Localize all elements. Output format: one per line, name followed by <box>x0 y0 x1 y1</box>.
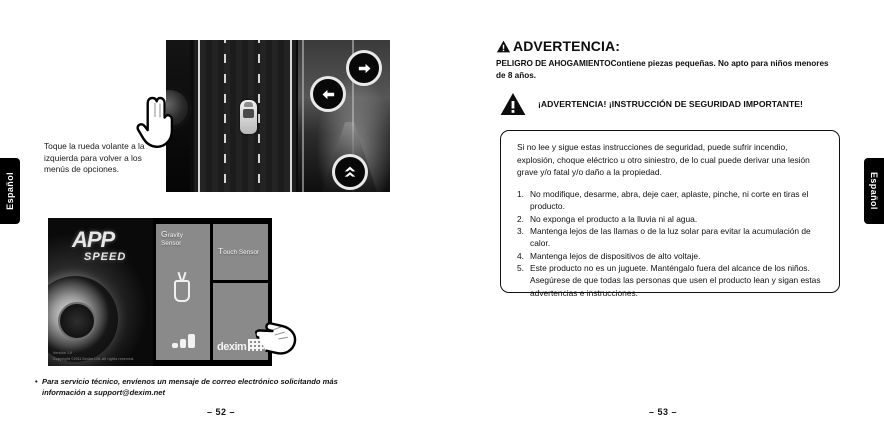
player-car-icon <box>240 100 257 134</box>
gravity-label-cap: G <box>161 229 168 239</box>
safety-instructions-box <box>500 130 840 298</box>
safety-list-item <box>517 250 825 262</box>
app-version-line: Version 1.0 <box>53 351 72 356</box>
touch-sensor-tile[interactable] <box>213 224 268 280</box>
safety-list-item <box>517 225 825 250</box>
touch-sensor-label <box>218 246 259 257</box>
warning-banner-text: ¡ADVERTENCIA! ¡INSTRUCCIÓN DE SEGURIDAD IMPORTANTE! <box>538 99 803 109</box>
warning-triangle-icon <box>496 40 511 53</box>
gravity-sensor-label <box>161 229 183 248</box>
safety-item-text: No exponga el producto a la lluvia ni al agua. <box>530 213 698 224</box>
safety-item-number: 1. <box>517 188 524 199</box>
safety-item-number: 4. <box>517 250 524 261</box>
safety-instructions-list <box>517 188 825 299</box>
instruction-caption: Toque la rueda volante a la izquierda para volver a los menús de opciones. <box>44 141 145 175</box>
dexim-brand-label: dexim <box>217 341 247 353</box>
app-version-info <box>53 351 134 362</box>
lane-marking <box>224 40 226 192</box>
car-wheel-image <box>48 276 118 362</box>
turn-right-button[interactable] <box>346 50 382 86</box>
safety-list-item <box>517 188 825 213</box>
warning-title: ADVERTENCIA: <box>513 38 620 54</box>
touch-label-rest: ouch Sensor <box>223 249 260 256</box>
safety-list-item <box>517 262 825 299</box>
app-hero-image <box>48 218 153 366</box>
app-logo-line1: APP <box>72 227 115 252</box>
safety-list-item <box>517 213 825 225</box>
app-menu-screenshot <box>48 218 272 366</box>
support-footnote <box>35 377 372 398</box>
safety-item-text: Mantenga lejos de las llamas o de la luz solar para evitar la acumulación de calor. <box>530 225 811 249</box>
footnote-bullet: • <box>35 377 38 386</box>
page-number-right: – 53 – <box>648 407 678 417</box>
safety-item-text: Este producto no es un juguete. Manténgalo fuera del alcance de los niños. Asegúrese de que todas las personas que usen el producto lean y sigan estas advertencias e instrucciones. <box>530 262 821 298</box>
accelerate-button[interactable] <box>332 154 368 190</box>
phone-tilt-icon <box>174 280 190 302</box>
safety-item-text: No modifique, desarme, abra, deje caer, aplaste, pinche, ni corte en tiras el producto. <box>530 188 809 212</box>
app-logo-line2: SPEED <box>84 250 127 263</box>
page-number-left: – 52 – <box>206 407 236 417</box>
signal-bars-icon <box>172 334 198 348</box>
road-post <box>302 40 304 192</box>
turn-left-button[interactable] <box>310 76 346 112</box>
warning-triangle-icon <box>500 92 526 116</box>
language-tab-right-label: Español <box>869 172 879 210</box>
language-tab-left-label: Español <box>5 172 15 210</box>
safety-item-text: Mantenga lejos de dispositivos de alto voltaje. <box>530 250 701 261</box>
warning-heading <box>496 38 620 54</box>
app-copyright-line: Copyright ©2011 Dexim Ltd. All rights reserved. <box>53 356 135 361</box>
gravity-label-line2: Sensor <box>161 240 182 247</box>
safety-intro-text: Si no lee y sigue estas instrucciones de seguridad, puede sufrir incendio, explosión, choque eléctrico u otro siniestro, de lo cual puede derivar una lesión grave y/o fatal y/o daño a la propiedad. <box>517 142 810 178</box>
touch-label-cap: T <box>218 246 224 256</box>
safety-item-number: 3. <box>517 225 524 236</box>
warning-subtitle: PELIGRO DE AHOGAMIENTOContiene piezas pequeñas. No apto para niños menores de 8 años. <box>496 59 829 81</box>
driving-game-screenshot <box>166 40 390 192</box>
lane-marking <box>258 40 260 192</box>
safety-item-number: 5. <box>517 262 524 273</box>
gravity-sensor-tile[interactable] <box>156 224 210 360</box>
app-logo <box>72 227 146 263</box>
important-safety-banner <box>500 92 803 116</box>
road-lane-area <box>194 40 296 192</box>
gravity-label-rest: ravity <box>167 232 183 239</box>
safety-item-number: 2. <box>517 213 524 224</box>
footnote-text: Para servicio técnico, envíenos un mensaje de correo electrónico solicitando más información a support@dexim.net <box>42 377 338 397</box>
